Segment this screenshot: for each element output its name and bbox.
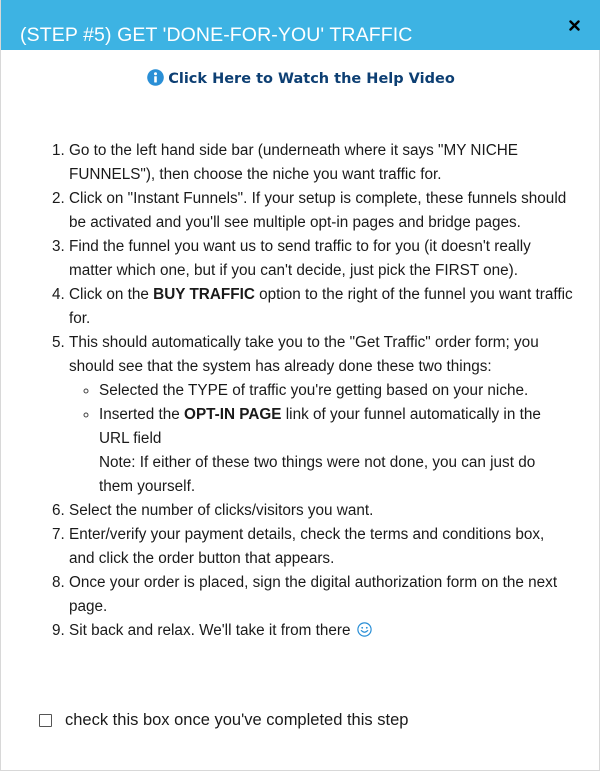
sub-item-text: link of your funnel automatically in the URL field — [99, 406, 541, 447]
step-item — [69, 571, 573, 619]
step-text: Select the number of clicks/visitors you want. — [69, 502, 374, 519]
step-item — [69, 283, 573, 331]
smiley-icon — [357, 622, 372, 637]
modal-header — [1, 0, 600, 50]
step-item — [69, 235, 573, 283]
step-text: Go to the left hand side bar (underneath where it says "MY NICHE FUNNELS"), then choose the niche you want traffic for. — [69, 142, 518, 183]
sub-item-note: Note: If either of these two things were not done, you can just do them yourself. — [99, 454, 536, 495]
completion-checkbox-row[interactable] — [39, 711, 408, 730]
sub-item-text: Inserted the — [99, 406, 185, 423]
step-text: Once your order is placed, sign the digital authorization form on the next page. — [69, 574, 558, 615]
help-video-link[interactable] — [1, 69, 600, 87]
step-text: Click on "Instant Funnels". If your setup is complete, these funnels should be activated and you'll see multiple opt-in pages and bridge pages. — [69, 190, 567, 231]
sub-item-text: Selected the TYPE of traffic you're getting based on your niche. — [99, 382, 529, 399]
buy-traffic-bold: BUY TRAFFIC — [153, 286, 255, 303]
opt-in-page-bold: OPT-IN PAGE — [184, 406, 282, 423]
step-item — [69, 187, 573, 235]
completion-checkbox[interactable] — [39, 714, 52, 727]
step-text: Click on the — [69, 286, 154, 303]
close-button[interactable] — [569, 17, 585, 33]
sub-list — [69, 379, 573, 499]
info-icon — [147, 69, 164, 86]
step-item — [69, 139, 573, 187]
modal-title: (STEP #5) GET 'DONE-FOR-YOU' TRAFFIC — [20, 24, 413, 46]
step-item — [69, 523, 573, 571]
steps-list — [1, 139, 600, 643]
step-text: option to the right of the funnel you want traffic for. — [69, 286, 573, 327]
step-text: Sit back and relax. We'll take it from there — [69, 622, 351, 639]
completion-checkbox-label: check this box once you've completed this step — [65, 711, 409, 729]
step-text: Find the funnel you want us to send traffic to for you (it doesn't really matter which one, but if you can't decide, just pick the FIRST one). — [69, 238, 531, 279]
step-item — [69, 499, 573, 523]
step-text: Enter/verify your payment details, check the terms and conditions box, and click the order button that appears. — [69, 526, 545, 567]
sub-item — [99, 403, 573, 499]
step-item — [69, 619, 573, 643]
close-icon — [569, 20, 580, 31]
step-text: This should automatically take you to the "Get Traffic" order form; you should see that the system has already done these two things: — [69, 334, 539, 375]
sub-item — [99, 379, 573, 403]
step-item — [69, 331, 573, 499]
help-video-link-label: Click Here to Watch the Help Video — [168, 71, 455, 87]
